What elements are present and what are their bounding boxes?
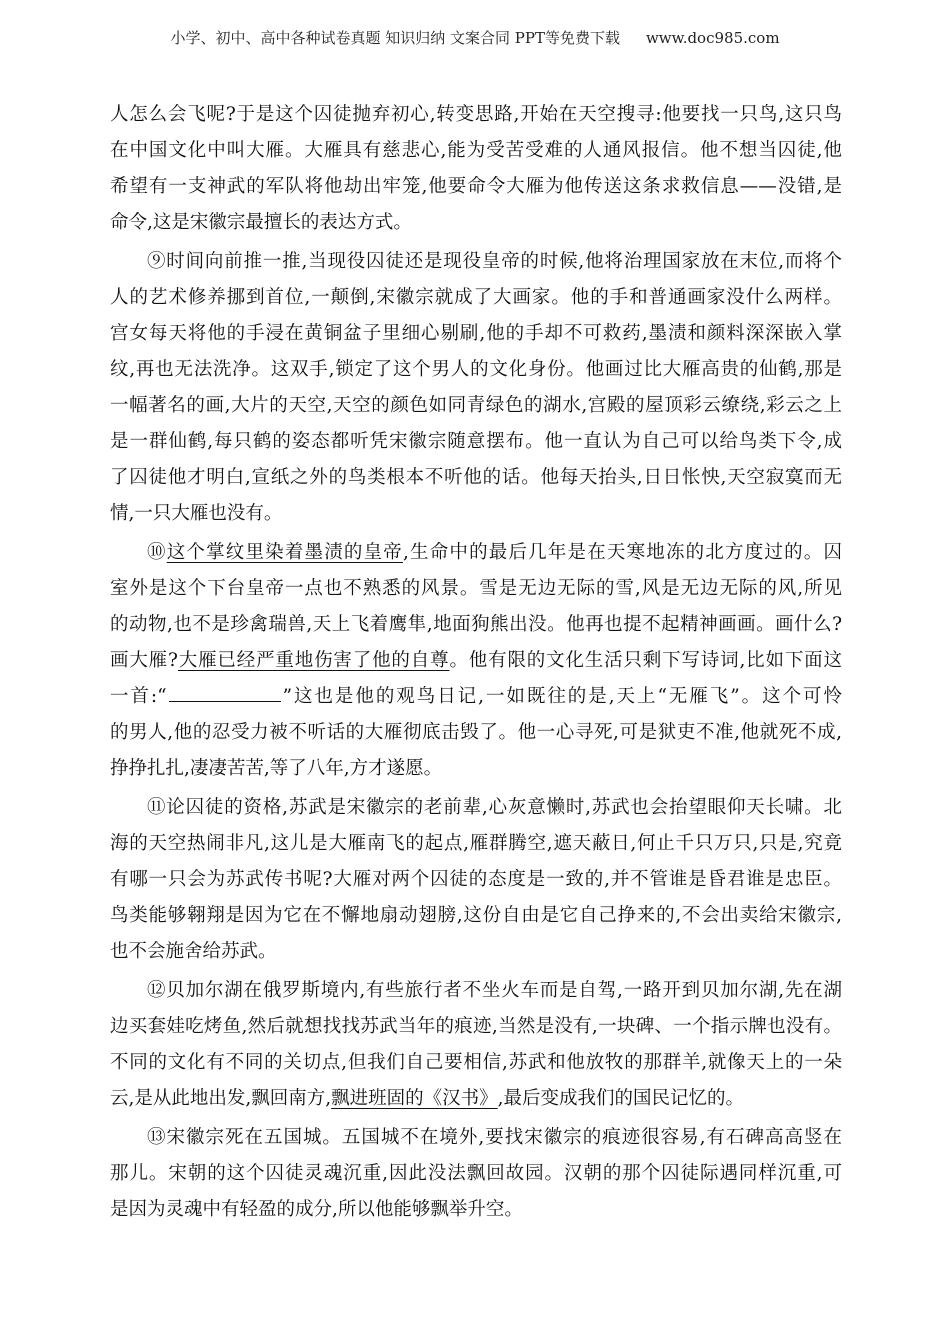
text-line [110,280,842,316]
text-line [110,1045,842,1081]
text-line [110,679,842,715]
text-line [110,169,842,205]
text-line [110,607,842,643]
text-line [110,460,842,496]
text-line [110,790,842,826]
text-segment: ⑨时间向前推一推,当现役囚徒还是现役皇帝的时候,他将治理国家放在末位,而将个 [147,251,842,272]
text-line [110,1009,842,1045]
text-line [110,1192,842,1228]
text-segment: 挣挣扎扎,凄凄苦苦,等了八年,方才遂愿。 [110,758,443,779]
text-line [110,751,842,787]
text-segment: 命令,这是宋徽宗最擅长的表达方式。 [110,212,412,233]
text-segment: 有哪一只会为苏武传书呢?大雁对两个囚徒的态度是一致的,并不管谁是昏君谁是忠臣。 [110,869,842,890]
text-line [110,973,842,1009]
text-line [110,205,842,241]
text-segment: 在中国文化中叫大雁。大雁具有慈悲心,能为受苦受难的人通风报信。他不想当囚徒,他 [110,140,842,161]
text-segment: 宫女每天将他的手浸在黄铜盆子里细心剔刷,他的手却不可救药,墨渍和颜料深深嵌入掌 [110,323,842,344]
text-segment: 的男人,他的忍受力被不听话的大雁彻底击毁了。他一心寻死,可是狱吏不准,他就死不成, [110,722,842,743]
text-line [110,97,842,133]
text-segment: 一首:“ [110,686,167,707]
underlined-text: 大雁已经严重地伤害了他的自尊 [177,650,450,671]
text-segment: 了囚徒他才明白,宣纸之外的鸟类根本不听他的话。他每天抬头,日日怅怏,天空寂寞而无 [110,467,842,488]
text-segment: ⑪论囚徒的资格,苏武是宋徽宗的老前辈,心灰意懒时,苏武也会抬望眼仰天长啸。北 [147,797,842,818]
text-line [110,535,842,571]
text-segment: 人怎么会飞呢?于是这个囚徒抛弃初心,转变思路,开始在天空搜寻:他要找一只鸟,这只鸟 [110,104,842,125]
text-segment: ,最后变成我们的国民记忆的。 [497,1088,745,1109]
text-segment: 是因为灵魂中有轻盈的成分,所以他能够飘举升空。 [110,1199,523,1220]
text-segment: ⑬宋徽宗死在五国城。五国城不在境外,要找宋徽宗的痕迹很容易,有石碑高高竖在 [147,1127,842,1148]
paragraph [110,244,842,532]
text-line [110,898,842,934]
underlined-text: 这个掌纹里染着墨渍的皇帝 [166,542,403,563]
text-segment: 希望有一支神武的军队将他劫出牢笼,他要命令大雁为他传送这条求救信息——没错,是 [110,176,842,197]
text-line [110,1156,842,1192]
paragraph [110,97,842,241]
text-line [110,352,842,388]
text-segment: 室外是这个下台皇帝一点也不熟悉的风景。雪是无边无际的雪,风是无边无际的风,所见 [110,578,842,599]
text-segment: 是一群仙鹤,每只鹤的姿态都听凭宋徽宗随意摆布。他一直认为自己可以给鸟类下令,成 [110,431,842,452]
text-segment: 一幅著名的画,大片的天空,天空的颜色如同青绿色的湖水,宫殿的屋顶彩云缭绕,彩云之上 [110,395,842,416]
text-line [110,826,842,862]
text-segment: 人的艺术修养挪到首位,一颠倒,宋徽宗就成了大画家。他的手和普通画家没什么两样。 [110,287,842,308]
text-line [110,934,842,970]
answer-blank[interactable] [169,679,281,702]
text-line [110,571,842,607]
paragraph [110,973,842,1117]
text-segment: 海的天空热闹非凡,这儿是大雁南飞的起点,雁群腾空,遮天蔽日,何止千只万只,只是,究竟 [110,833,842,854]
paragraph [110,790,842,970]
text-segment: 不同的文化有不同的关切点,但我们自己要相信,苏武和他放牧的那群羊,就像天上的一朵 [110,1052,842,1073]
text-segment: 云,是从此地出发,飘回南方, [110,1088,332,1109]
text-line [110,643,842,679]
text-line [110,862,842,898]
underlined-text: 飘进班固的《汉书》 [331,1088,498,1109]
text-segment: 。他有限的文化生活只剩下写诗词,比如下面这 [449,650,842,671]
text-line [110,424,842,460]
text-line [110,496,842,532]
text-segment: 边买套娃吃烤鱼,然后就想找找苏武当年的痕迹,当然是没有,一块碑、一个指示牌也没有。 [110,1016,842,1037]
text-line [110,316,842,352]
text-segment: 也不会施舍给苏武。 [110,941,277,962]
header-url: www.doc985.com [645,29,780,47]
paragraph [110,535,842,787]
paragraph [110,1120,842,1228]
text-line [110,1081,842,1117]
text-line [110,715,842,751]
text-segment: ”这也是他的观鸟日记,一如既往的是,天上“无雁飞”。这个可怜 [282,686,842,707]
text-segment: 纹,再也无法洗净。这双手,锁定了这个男人的文化身份。他画过比大雁高贵的仙鹤,那是 [110,359,842,380]
text-segment: 鸟类能够翱翔是因为它在不懈地扇动翅膀,这份自由是它自己挣来的,不会出卖给宋徽宗, [110,905,842,926]
page-header [0,27,950,48]
text-line [110,1120,842,1156]
text-segment: 的动物,也不是珍禽瑞兽,天上飞着鹰隼,地面狗熊出没。他再也提不起精神画画。画什么? [110,614,842,635]
text-segment: ⑩ [147,542,167,563]
document-body [110,97,842,1231]
text-segment: 那儿。宋朝的这个囚徒灵魂沉重,因此没法飘回故园。汉朝的那个囚徒际遇同样沉重,可 [110,1163,842,1184]
header-text: 小学、初中、高中各种试卷真题 知识归纳 文案合同 PPT等免费下载 [170,29,620,47]
text-segment: 画大雁? [110,650,178,671]
text-segment: ⑫贝加尔湖在俄罗斯境内,有些旅行者不坐火车而是自驾,一路开到贝加尔湖,先在湖 [147,980,842,1001]
text-line [110,388,842,424]
text-line [110,133,842,169]
text-line [110,244,842,280]
text-segment: ,生命中的最后几年是在天寒地冻的北方度过的。囚 [402,542,842,563]
text-segment: 情,一只大雁也没有。 [110,503,283,524]
